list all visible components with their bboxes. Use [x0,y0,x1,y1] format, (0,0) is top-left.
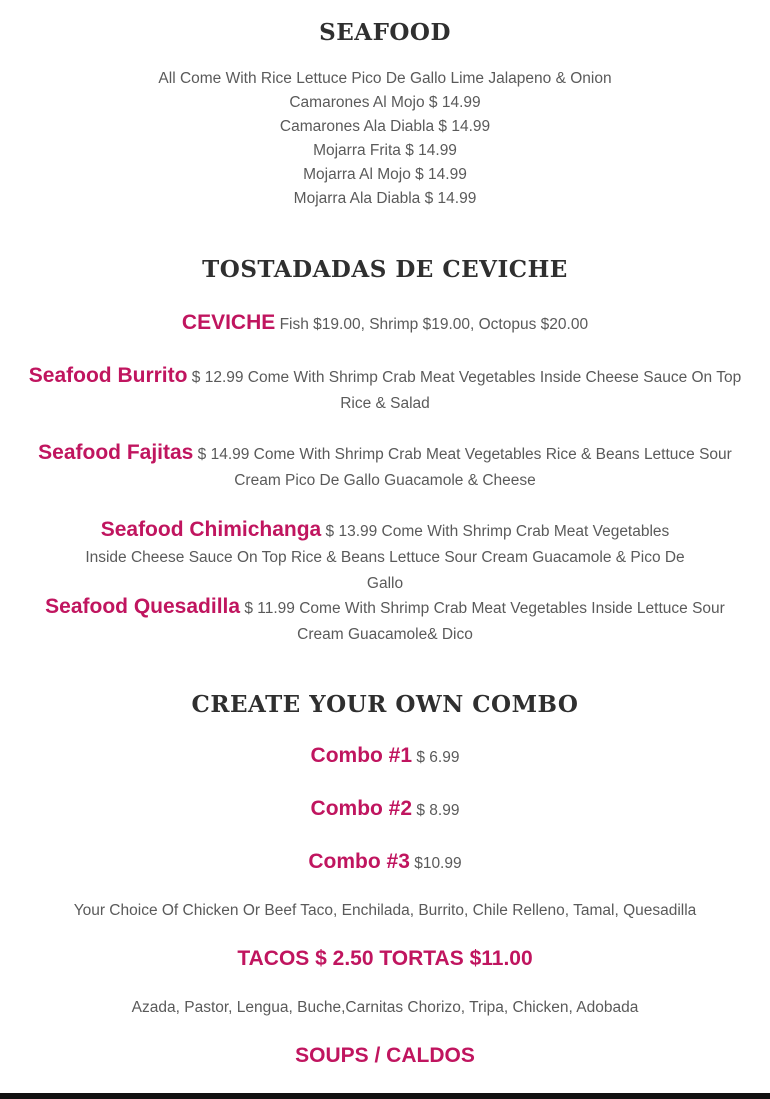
menu-item-seafood-burrito [22,363,748,417]
bottom-divider [0,1093,770,1099]
seafood-item: Camarones Ala Diabla $ 14.99 [279,118,491,135]
combo-2 [0,797,770,821]
combo-price: $10.99 [409,855,462,872]
item-desc: Fish $19.00, Shrimp $19.00, Octopus $20.00 [275,316,589,333]
combo-price: $ 6.99 [412,749,460,766]
item-name: Seafood Chimichanga [100,518,322,541]
seafood-item: Camarones Al Mojo $ 14.99 [289,94,481,111]
meats-list: Azada, Pastor, Lengua, Buche,Carnitas Chorizo, Tripa, Chicken, Adobada [131,999,639,1016]
menu-item-seafood-fajitas [30,440,740,494]
soups-heading: SOUPS / CALDOS [295,1044,475,1067]
seafood-item: Mojarra Ala Diabla $ 14.99 [293,190,477,207]
combo-name: Combo #1 [310,744,413,767]
seafood-item: Mojarra Al Mojo $ 14.99 [303,166,467,183]
combo-name: Combo #2 [310,797,413,820]
item-desc: $ 12.99 Come With Shrimp Crab Meat Vegetables Inside Cheese Sauce On Top Rice & Salad [187,369,742,412]
seafood-heading: SEAFOOD [319,19,451,46]
item-name: CEVICHE [181,311,276,334]
combo-heading: CREATE YOUR OWN COMBO [191,691,579,718]
combo-1 [0,744,770,768]
item-name: Seafood Quesadilla [45,595,241,618]
combo-price: $ 8.99 [412,802,460,819]
item-desc: $ 14.99 Come With Shrimp Crab Meat Vegetables Rice & Beans Lettuce Sour Cream Pico De Gallo Guacamole & Cheese [193,446,732,489]
seafood-note: All Come With Rice Lettuce Pico De Gallo Lime Jalapeno & Onion [158,70,612,87]
menu-item-seafood-chimichanga [80,517,690,597]
menu-item-seafood-quesadilla [36,594,734,648]
item-desc: $ 13.99 Come With Shrimp Crab Meat Vegetables Inside Cheese Sauce On Top Rice & Beans Lettuce Sour Cream Guacamole & Pico De Gallo [85,523,685,592]
menu-item-ceviche [0,310,770,338]
combo-name: Combo #3 [308,850,410,873]
tostadas-heading: TOSTADADAS DE CEVICHE [202,256,568,283]
combo-choice-text: Your Choice Of Chicken Or Beef Taco, Enchilada, Burrito, Chile Relleno, Tamal, Quesadilla [73,902,697,919]
combo-3 [0,850,770,874]
tacos-tortas-heading: TACOS $ 2.50 TORTAS $11.00 [237,947,533,970]
item-desc: $ 11.99 Come With Shrimp Crab Meat Vegetables Inside Lettuce Sour Cream Guacamole& Dico [240,600,725,643]
seafood-item: Mojarra Frita $ 14.99 [313,142,457,159]
item-name: Seafood Fajitas [38,441,194,464]
item-name: Seafood Burrito [28,364,188,387]
